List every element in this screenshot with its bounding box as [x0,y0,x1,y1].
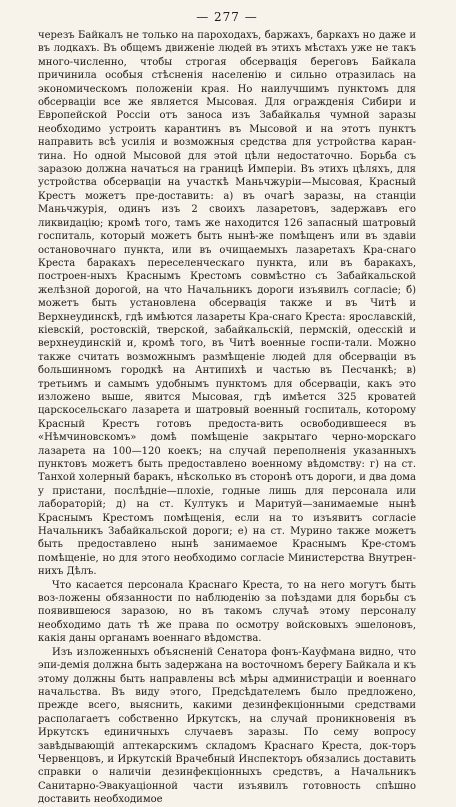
paragraph-2: Что касается персонала Краснаго Креста, то на него могутъ быть воз-ложены обязанности по наблюденію за поѣздами для борьбы съ появившеюся заразою, но въ такомъ случаѣ этому персоналу необходимо дать тѣ же права по осмотру войсковыхъ эшелоновъ, какія даны органамъ военнаго вѣдомства. [38,579,416,645]
paragraph-3: Изъ изложенныхъ объясненій Сенатора фонъ-Кауфмана видно, что эпи-демія должна быть задержана на восточномъ берегу Байкала и къ этому должны быть направлены всѣ мѣры администраціи и военнаго начальства. Въ виду этого, Предсѣдателемъ было предложено, прежде всего, выяснить, какими дезинфекціонными средствами располагаетъ собственно Иркутскъ, на случай проникновенія въ Иркутскъ единичныхъ случаевъ заразы. По сему вопросу завѣдывающій аптекарскимъ складомъ Краснаго Креста, док-торъ Червенцовъ, и Иркутскій Врачебный Инспекторъ обязались доставить справки о наличіи дезинфекціонныхъ средствъ, а Начальникъ Санитарно-Эвакуаціонной части изъявилъ готовность спѣшно доставить необходимое [38,646,416,806]
body-text [38,29,416,807]
page-number: — 277 — [196,10,258,24]
paragraph-1: черезъ Байкалъ не только на пароходахъ, баржахъ, баркахъ но даже и въ лодкахъ. Въ общемъ движеніе людей въ этихъ мѣстахъ уже не такъ много-численно, чтобы строгая обсервація береговъ Байкала причинила особыя стѣсненія населенію и сильно отразилась на экономическомъ положеніи края. Но наилучшимъ пунктомъ для обсерваціи все же является Мысовая. Для огражденія Сибири и Европейской Россіи отъ заноса изъ Забайкалья чумной заразы необходимо устроить карантинъ въ Мысовой и на этотъ пунктъ направить всѣ усилія и возможныя средства для устройства каран-тина. Но одной Мысовой для этой цѣли недостаточно. Борьба съ заразою должна начаться на границѣ Имперіи. Въ этихъ цѣляхъ, для устройства обсерваціи на участкѣ Маньчжуріи—Мысовая, Красный Крестъ можетъ пре-доставить: а) въ очагѣ заразы, на станціи Маньчжурія, одинъ изъ 2 своихъ лазаретовъ, задержавъ его ликвидацію; кромѣ того, тамъ же находится 126 запасный шатровый госпиталь, который можетъ быть нынѣ-же помѣщенъ или въ здавіи остановочнаго пункта, или въ очищаемыхъ лазаретахъ Кра-снаго Креста баракахъ переселенческаго пункта, или въ баракахъ, построен-ныхъ Краснымъ Крестомъ совмѣстно съ Забайкальской желѣзной дорогой, на что Начальникъ дороги изъявилъ согласіе; б) можетъ быть установлена обсервація также и въ Читѣ и Верхнеудинскѣ, гдѣ имѣются лазареты Кра-снаго Креста: ярославскій, кіевскій, ростовскій, тверской, забайкальскій, пермскій, одесскій и верхнеудинскій и, кромѣ того, въ Читѣ военные госпи-тали. Можно также считать возможнымъ размѣщеніе людей для обсерваціи въ большинномъ городкѣ на Антипихѣ и частью въ Песчанкѣ; в) третьимъ и самымъ удобнымъ пунктомъ для обсерваціи, какъ это изложено выше, явится Мысовая, гдѣ имѣется 325 кроватей царскосельскаго лазарета и шатровый военный госпиталь, которому Красный Крестъ готовъ предоста-вить освободившееся въ «Нѣмчиновскомъ» домѣ помѣщеніе закрытаго черно-морскаго лазарета на 100—120 коекъ; на случай переполненія указанныхъ пунктовъ можетъ быть предоставлено военному вѣдомству: г) на ст. Танхой холерный баракъ, нѣсколько въ сторонѣ отъ дороги, и два дома у пристани, послѣдніе—плохіе, годные лишь для персонала или лабораторій; д) на ст. Култукъ и Маритуй—занимаемые нынѣ Краснымъ Крестомъ помѣщенія, если на то изъявитъ согласіе Начальникъ Забайкальской дороги; е) на ст. Мурино также можетъ быть предоставлено нынѣ занимаемое Краснымъ Кре-стомъ помѣщеніе, но для этого необходимо согласіе Министерства Внутрен-нихъ Дѣлъ. [38,30,416,578]
